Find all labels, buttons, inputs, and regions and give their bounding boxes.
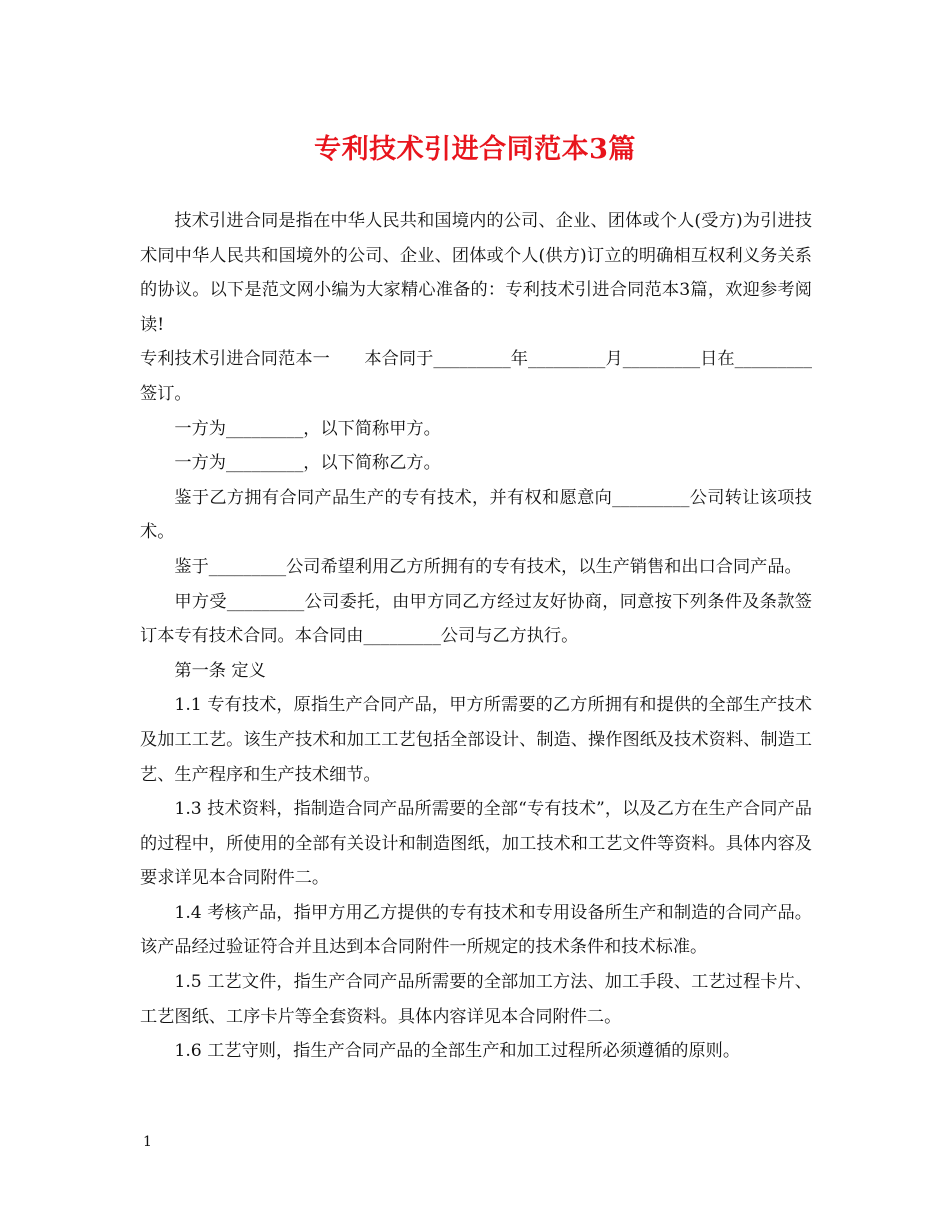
paragraph: 鉴于_________公司希望利用乙方所拥有的专有技术，以生产销售和出口合同产品。 [174,556,802,577]
paragraph: 鉴于乙方拥有合同产品生产的专有技术，并有权和愿意向_________公司转让该项技术。 [140,487,812,543]
paragraph: 甲方受_________公司委托，由甲方同乙方经过友好协商，同意按下列条件及条款签订本专有技术合同。本合同由_________公司与乙方执行。 [140,591,812,647]
paragraph: 1.4 考核产品，指甲方用乙方提供的专有技术和专用设备所生产和制造的合同产品。该产品经过验证符合并且达到本合同附件一所规定的技术条件和技术标准。 [140,902,812,958]
page-number: 1 [143,1134,152,1150]
paragraph: 专利技术引进合同范本一 本合同于_________年_________月_________日在_________签订。 [140,349,812,404]
document-body [140,204,812,1069]
paragraph: 1.1 专有技术，原指生产合同产品，甲方所需要的乙方所拥有和提供的全部生产技术及加工工艺。该生产技术和加工工艺包括全部设计、制造、操作图纸及技术资料、制造工艺、生产程序和生产技术细节。 [140,695,812,785]
paragraph: 第一条 定义 [174,660,266,681]
paragraph: 1.3 技术资料，指制造合同产品所需要的全部“专有技术”，以及乙方在生产合同产品的过程中，所使用的全部有关设计和制造图纸，加工技术和工艺文件等资料。具体内容及要求详见本合同附件二。 [140,799,812,889]
paragraph: 一方为_________，以下简称乙方。 [174,453,441,474]
paragraph: 1.5 工艺文件，指生产合同产品所需要的全部加工方法、加工手段、工艺过程卡片、工艺图纸、工序卡片等全套资料。具体内容详见本合同附件二。 [140,972,812,1027]
document-title: 专利技术引进合同范本3篇 [314,134,636,165]
paragraph: 1.6 工艺守则，指生产合同产品的全部生产和加工过程所必须遵循的原则。 [174,1041,741,1062]
paragraph: 一方为_________，以下简称甲方。 [174,418,441,439]
paragraph: 技术引进合同是指在中华人民共和国境内的公司、企业、团体或个人(受方)为引进技术同中华人民共和国境外的公司、企业、团体或个人(供方)订立的明确相互权利义务关系的协议。以下是范文网小编为大家精心准备的：专利技术引进合同范本3篇，欢迎参考阅读! [140,211,812,335]
